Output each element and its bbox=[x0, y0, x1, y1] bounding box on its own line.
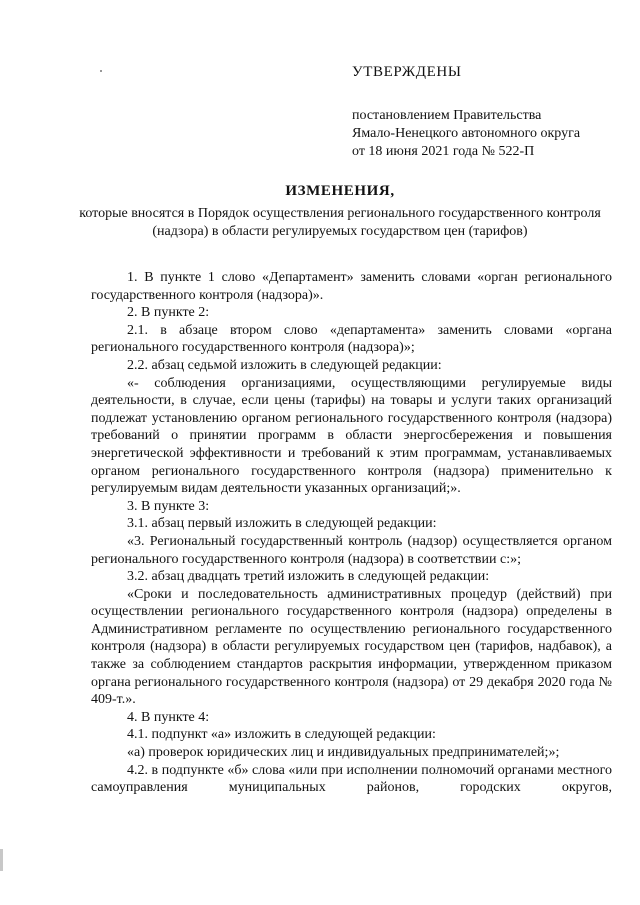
paragraph-3-2: 3.2. абзац двадцать третий изложить в следующей редакции: bbox=[127, 569, 490, 585]
paragraph-3-1-quote: «3. Региональный государственный контроль (надзор) осуществляется органом регионального государственного контроля (надзора) в соответствии с:»; bbox=[91, 533, 612, 567]
paragraph-4-1: 4.1. подпункт «а» изложить в следующей редакции: bbox=[127, 727, 436, 743]
paragraph-2-2-quote: «- соблюдения организациями, осуществляющими регулируемые виды деятельности, в случае, если цены (тарифы) на товары и услуги таких организаций подлежат установлению органом регионального государственного контроля (надзора) требований о принятии программ в области энергосбережения и повышения энергетической эффективности и требований к этим программам, устанавливаемых органом регионального государственного контроля (надзора) применительно к регулируемым видам деятельности указанных организаций;». bbox=[91, 375, 612, 497]
paragraph-4: 4. В пункте 4: bbox=[127, 709, 210, 725]
scan-speck bbox=[100, 70, 102, 72]
paragraph-2-2: 2.2. абзац седьмой изложить в следующей редакции: bbox=[127, 357, 442, 373]
document-body bbox=[91, 269, 612, 797]
paragraph-3: 3. В пункте 3: bbox=[127, 498, 210, 514]
paragraph-1: 1. В пункте 1 слово «Департамент» заменить словами «орган регионального государственного контроля (надзора)». bbox=[91, 270, 612, 303]
approved-title: УТВЕРЖДЕНЫ bbox=[352, 64, 462, 80]
paragraph-3-2-quote: «Сроки и последовательность административных процедур (действий) при осуществлении регионального государственного контроля (надзора) определены в Административном регламенте по осуществлению регионального государственного контроля (надзора) в области регулируемых государством цен (тарифов, надбавок), а также за соблюдением стандартов раскрытия информации, утвержденном приказом органа регионального государственного контроля (надзора) от 29 декабря 2020 года № 409-т.». bbox=[91, 586, 612, 708]
approved-line-3: от 18 июня 2021 года № 522-П bbox=[352, 144, 535, 159]
paragraph-2-1: 2.1. в абзаце втором слово «департамента» заменить словами «органа регионального государственного контроля (надзора)»; bbox=[91, 322, 612, 356]
paragraph-4-2: 4.2. в подпункте «б» слова «или при исполнении полномочий органами местного самоуправления муниципальных районов, городских округов, bbox=[91, 762, 612, 796]
approved-line-1: постановлением Правительства bbox=[352, 108, 542, 123]
approved-line-2: Ямало-Ненецкого автономного округа bbox=[352, 126, 581, 141]
paragraph-3-1: 3.1. абзац первый изложить в следующей редакции: bbox=[127, 516, 437, 532]
document-title: ИЗМЕНЕНИЯ, bbox=[285, 183, 395, 199]
document-subtitle: которые вносятся в Порядок осуществления регионального государственного контроля (надзора) в области регулируемых государством цен (тарифов) bbox=[79, 206, 601, 239]
scan-edge-mark bbox=[0, 849, 3, 871]
paragraph-4-1-quote: «а) проверок юридических лиц и индивидуальных предпринимателей;»; bbox=[127, 745, 560, 761]
approval-stamp-block bbox=[352, 64, 632, 161]
paragraph-2: 2. В пункте 2: bbox=[127, 305, 210, 321]
